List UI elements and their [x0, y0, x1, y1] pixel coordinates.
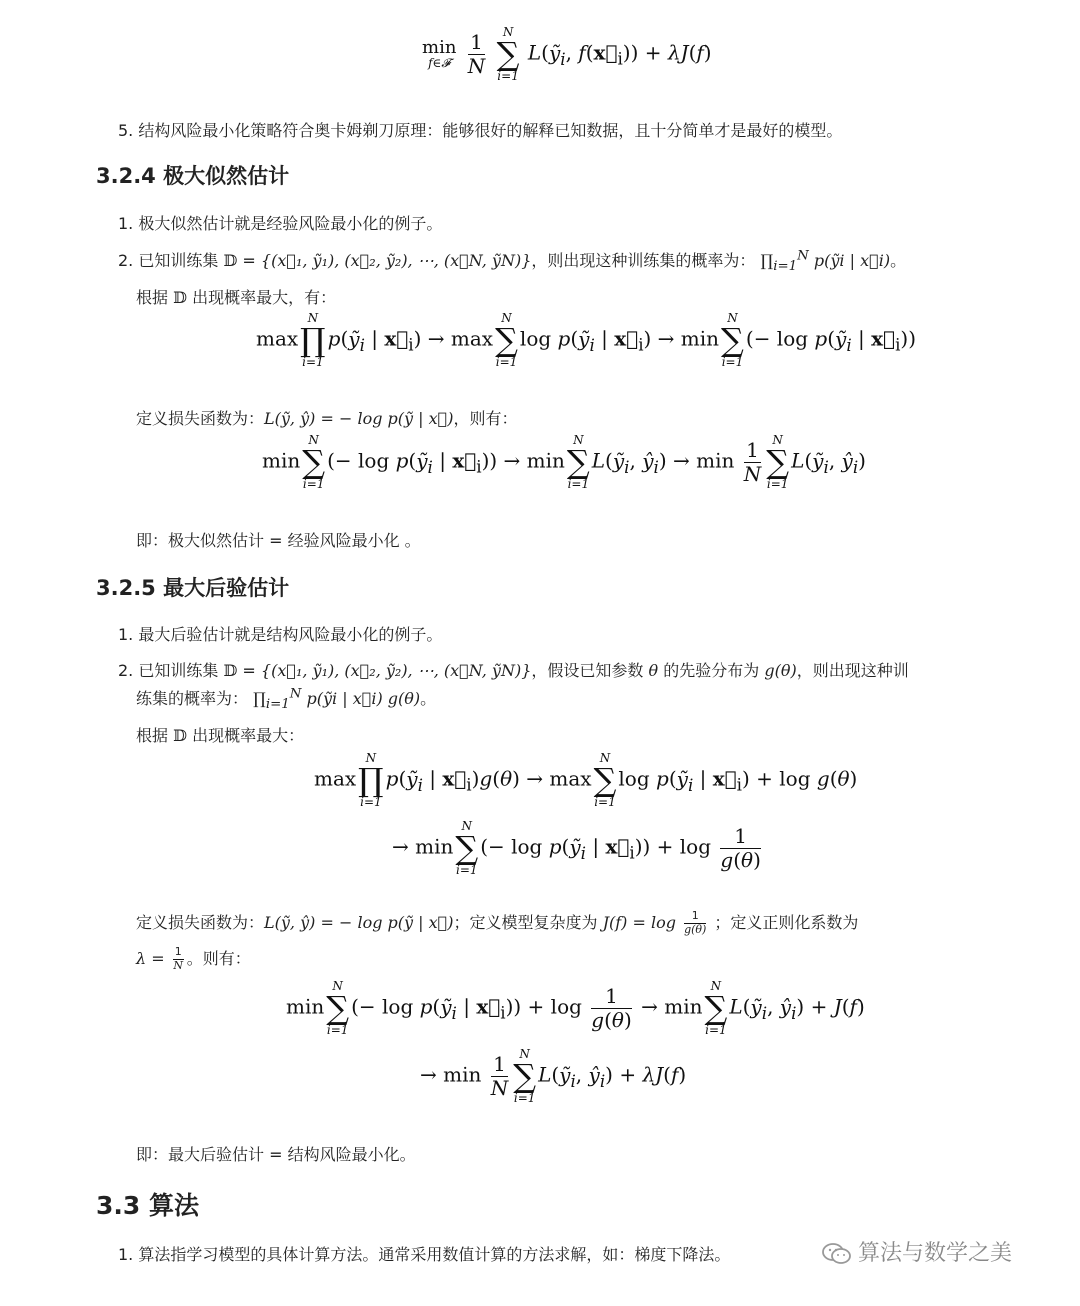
loss-definition-325-line1: 定义损失函数为：L(ỹ, ŷ) = − log p(ỹ | x⃗)；定义模型复杂度为 J(f) = log $\frac{1}{g(\theta)}$ ；定义正则化系数为 [136, 909, 859, 936]
section-heading-33: 3.3 算法 [96, 1191, 199, 1220]
conclusion-324: 即：极大似然估计 = 经验风险最小化 。 [136, 531, 421, 550]
list-item-324-2: 2. 已知训练集 𝔻 = {(x⃗₁, ỹ₁), (x⃗₂, ỹ₂), ⋯, (x⃗N, ỹN)}，则出现这种训练集的概率为： $\prod_{i=1}^N$ p(ỹi | x⃗i)。 [118, 248, 907, 275]
formula-map-chain-1: max N ∏ i=1 p(ỹ$_i$ | $x⃗_i)g(\theta) \to \max$ N ∑ i=1 log p(ỹ$_i$ | $x⃗_i) + \log g(\theta)$ [314, 751, 858, 809]
map-line-325: 根据 𝔻 出现概率最大： [136, 726, 305, 745]
loss-definition-325-line2: λ = $\frac{1}{N}$ 。则有： [136, 945, 251, 972]
list-item-325-1: 1. 最大后验估计就是结构风险最小化的例子。 [118, 625, 443, 644]
list-item-325-2-line2: 练集的概率为： $\prod_{i=1}^N$ p(ỹi | x⃗i) g(θ)。 [136, 686, 437, 713]
watermark: 算法与数学之美 [822, 1236, 1012, 1267]
list-item-5: 5. 结构风险最小化策略符合奥卡姆剃刀原理：能够很好的解释已知数据，且十分简单才是最好的模型。 [118, 121, 843, 140]
list-item-325-2-line1: 2. 已知训练集 𝔻 = {(x⃗₁, ỹ₁), (x⃗₂, ỹ₂), ⋯, (x⃗N, ỹN)}，假设已知参数 θ 的先验分布为 g(θ)，则出现这种训 [118, 661, 909, 680]
formula-mle-risk: min N ∑ i=1 (− log p(ỹ$_i$ | $x⃗_i)) \to \min$ N ∑ i=1 L(ỹ$_i$, $ŷ_i) \to \min$ $\frac{1}{N}$ N ∑ i=1 L(ỹ$_i$, $ŷ_i$) [262, 433, 866, 491]
wechat-icon [822, 1243, 852, 1265]
conclusion-325: 即：最大后验估计 = 结构风险最小化。 [136, 1145, 416, 1164]
formula-map-chain-2: → min N ∑ i=1 (− log p(ỹ$_i$ | $x⃗_i)) + \log$ $\frac{1}{g(\theta)}$ [392, 819, 761, 877]
section-heading-325: 3.2.5 最大后验估计 [96, 576, 290, 600]
formula-mle-chain: max N ∏ i=1 p(ỹ$_i$ | $x⃗_i) \to \max$ N ∑ i=1 log p(ỹ$_i$ | $x⃗_i) \to \min$ N ∑ i=1 (− log p(ỹ$_i$ | $x⃗_i$)) [256, 311, 916, 369]
loss-definition-324: 定义损失函数为：L(ỹ, ŷ) = − log p(ỹ | x⃗)，则有： [136, 409, 518, 428]
formula-structural-risk: min f∈𝓕 $\frac{1}{N}$ N ∑ i=1 L(ỹ$_i$, $f(x⃗_i)) + \lambda J(f)$ [422, 25, 712, 83]
max-likelihood-line: 根据 𝔻 出现概率最大，有： [136, 288, 337, 307]
list-item-33-1: 1. 算法指学习模型的具体计算方法。通常采用数值计算的方法求解，如：梯度下降法。 [118, 1245, 731, 1264]
list-item-324-1: 1. 极大似然估计就是经验风险最小化的例子。 [118, 214, 443, 233]
formula-map-risk-1: min N ∑ i=1 (− log p(ỹ$_i$ | $x⃗_i)) + \log$ $\frac{1}{g(\theta)}$ → min N ∑ i=1 L(ỹ$_i$, $ŷ_i) + J(f)$ [286, 979, 865, 1037]
section-heading-324: 3.2.4 极大似然估计 [96, 164, 290, 188]
formula-map-risk-2: → min $\frac{1}{N}$ N ∑ i=1 L(ỹ$_i$, $ŷ_i) + \lambda J(f)$ [420, 1047, 687, 1105]
